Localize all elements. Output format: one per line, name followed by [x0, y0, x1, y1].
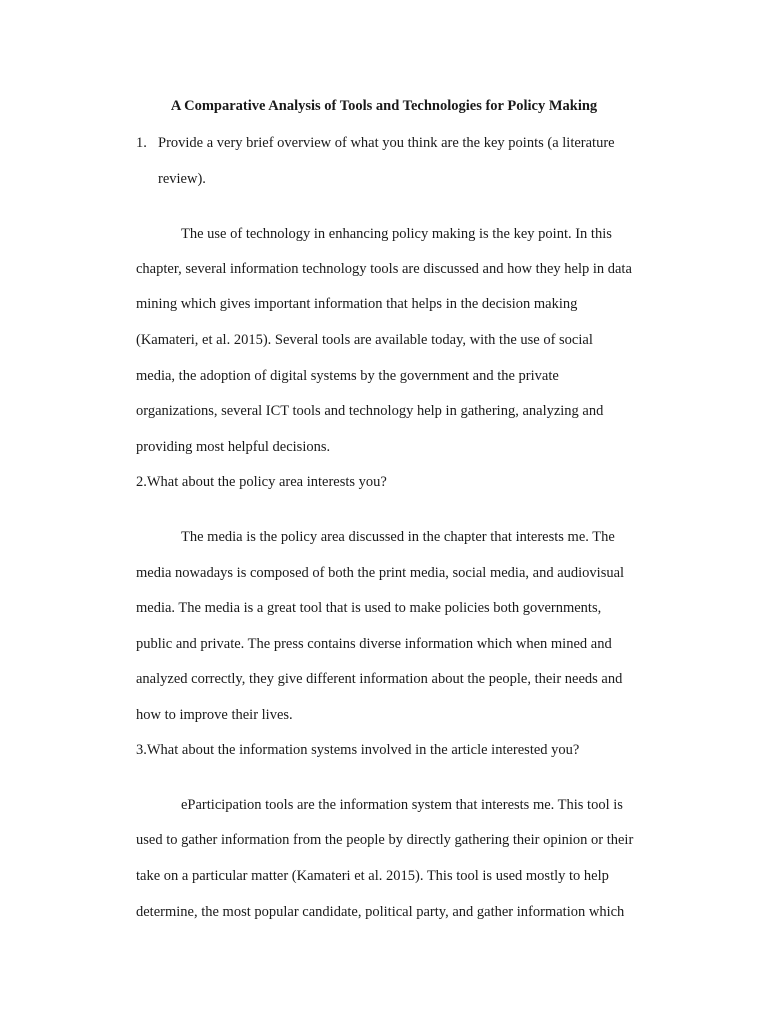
- answer-2-line: media. The media is a great tool that is used to make policies both governments,: [136, 600, 602, 616]
- question-2: 2.What about the policy area interests you?: [136, 474, 387, 490]
- answer-1-line: chapter, several information technology tools are discussed and how they help in data: [136, 261, 632, 277]
- answer-1-line: (Kamateri, et al. 2015). Several tools are available today, with the use of social: [136, 332, 593, 348]
- document-title: A Comparative Analysis of Tools and Technologies for Policy Making: [170, 98, 598, 114]
- question-3: 3.What about the information systems involved in the article interested you?: [136, 742, 580, 758]
- answer-3-line: eParticipation tools are the information system that interests me. This tool is: [181, 797, 623, 813]
- question-1-line: Provide a very brief overview of what you think are the key points (a literature: [158, 135, 615, 151]
- answer-1-line: The use of technology in enhancing policy making is the key point. In this: [181, 226, 612, 242]
- answer-3-line: determine, the most popular candidate, political party, and gather information which: [136, 904, 625, 920]
- answer-3-line: used to gather information from the people by directly gathering their opinion or their: [136, 832, 634, 848]
- answer-1-line: providing most helpful decisions.: [136, 439, 331, 455]
- answer-3-line: take on a particular matter (Kamateri et al. 2015). This tool is used mostly to help: [136, 868, 609, 884]
- question-1-number: 1.: [136, 135, 147, 151]
- answer-1-line: media, the adoption of digital systems by the government and the private: [136, 368, 559, 384]
- answer-2-line: The media is the policy area discussed in the chapter that interests me. The: [181, 529, 615, 545]
- answer-1-line: organizations, several ICT tools and technology help in gathering, analyzing and: [136, 403, 604, 419]
- answer-1-line: mining which gives important information that helps in the decision making: [136, 296, 578, 312]
- answer-2-line: analyzed correctly, they give different information about the people, their needs and: [136, 671, 623, 687]
- answer-2-line: public and private. The press contains diverse information which when mined and: [136, 636, 612, 652]
- answer-2-line: how to improve their lives.: [136, 707, 293, 723]
- answer-2-line: media nowadays is composed of both the print media, social media, and audiovisual: [136, 565, 625, 581]
- question-1-line: review).: [158, 171, 206, 187]
